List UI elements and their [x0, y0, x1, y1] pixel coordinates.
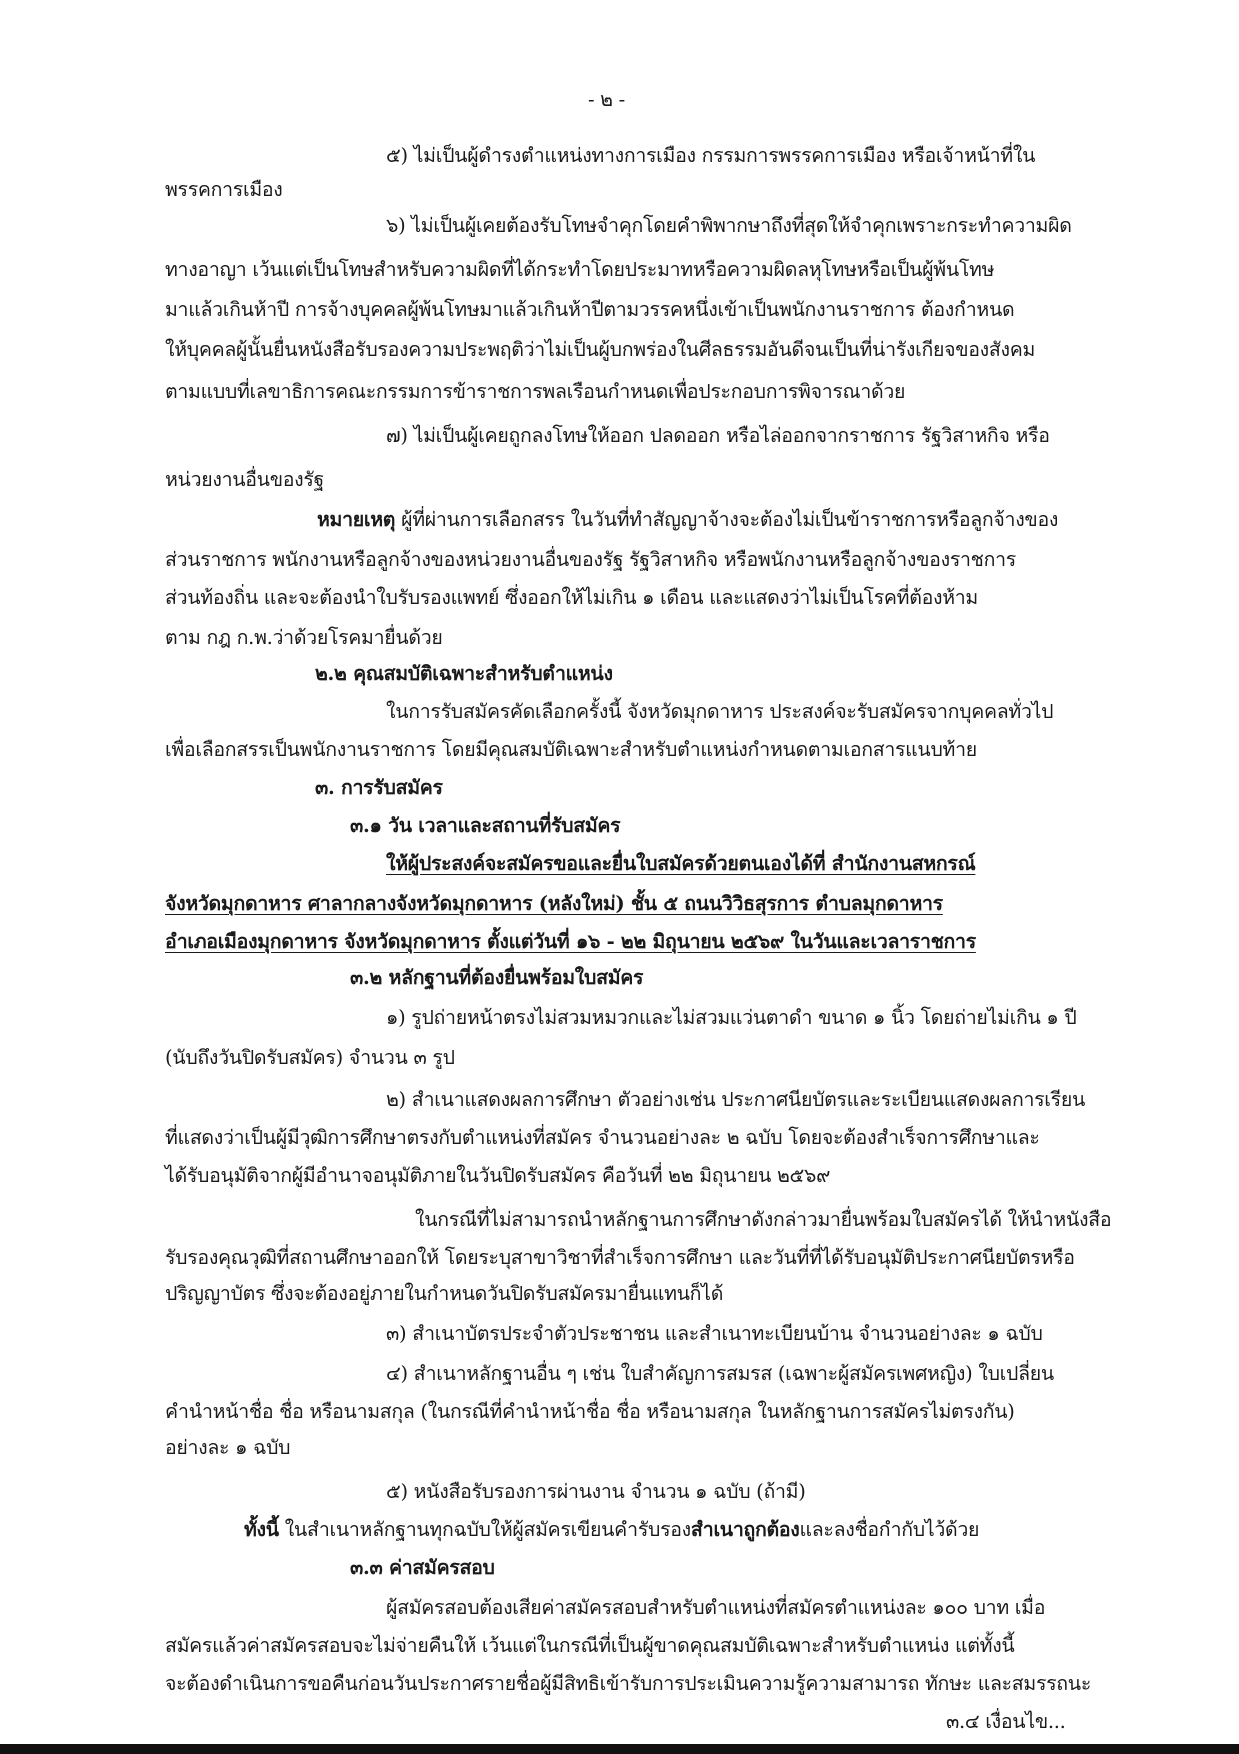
text-line: ในการรับสมัครคัดเลือกครั้งนี้ จังหวัดมุกดาหาร ประสงค์จะรับสมัครจากบุคคลทั่วไป	[386, 700, 1054, 723]
note-text: ผู้ที่ผ่านการเลือกสรร ในวันที่ทำสัญญาจ้างจะต้องไม่เป็นข้าราชการหรือลูกจ้างของ	[395, 508, 1059, 531]
text-line: จะต้องดำเนินการขอคืนก่อนวันประกาศรายชื่อผู้มีสิทธิเข้ารับการประเมินความรู้ความสามารถ ทักษะ และสมรรถนะ	[165, 1672, 1091, 1695]
section-heading: ๓.๓ ค่าสมัครสอบ	[350, 1556, 495, 1579]
text-line: มาแล้วเกินห้าปี การจ้างบุคคลผู้พ้นโทษมาแล้วเกินห้าปีตามวรรคหนึ่งเข้าเป็นพนักงานราชการ ต้องกำหนด	[165, 298, 1015, 321]
text-line: ๓) สำเนาบัตรประจำตัวประชาชน และสำเนาทะเบียนบ้าน จำนวนอย่างละ ๑ ฉบับ	[386, 1322, 1043, 1345]
application-location-line: ให้ผู้ประสงค์จะสมัครขอและยื่นใบสมัครด้วยตนเองได้ที่ สำนักงานสหกรณ์	[386, 852, 976, 875]
text-line: ๕) หนังสือรับรองการผ่านงาน จำนวน ๑ ฉบับ (ถ้ามี)	[386, 1480, 806, 1503]
certification-text: ในสำเนาหลักฐานทุกฉบับให้ผู้สมัครเขียนคำรับรอง	[278, 1518, 691, 1541]
text-line: ปริญญาบัตร ซึ่งจะต้องอยู่ภายในกำหนดวันปิดรับสมัครมายื่นแทนก็ได้	[165, 1282, 724, 1305]
certification-emphasis: สำเนาถูกต้อง	[690, 1518, 800, 1541]
text-line: ทางอาญา เว้นแต่เป็นโทษสำหรับความผิดที่ได้กระทำโดยประมาทหรือความผิดลหุโทษหรือเป็นผู้พ้นโทษ	[165, 258, 995, 281]
text-line: ๖) ไม่เป็นผู้เคยต้องรับโทษจำคุกโดยคำพิพากษาถึงที่สุดให้จำคุกเพราะกระทำความผิด	[386, 214, 1072, 237]
certification-text-end: และลงชื่อกำกับไว้ด้วย	[799, 1518, 980, 1541]
text-line: ผู้สมัครสอบต้องเสียค่าสมัครสอบสำหรับตำแหน่งที่สมัครตำแหน่งละ ๑๐๐ บาท เมื่อ	[386, 1596, 1046, 1619]
certification-label: ทั้งนี้	[244, 1518, 279, 1541]
text-line: สมัครแล้วค่าสมัครสอบจะไม่จ่ายคืนให้ เว้นแต่ในกรณีที่เป็นผู้ขาดคุณสมบัติเฉพาะสำหรับตำแหน่ง แต่ทั้งนี้	[165, 1634, 1015, 1657]
text-line: ที่แสดงว่าเป็นผู้มีวุฒิการศึกษาตรงกับตำแหน่งที่สมัคร จำนวนอย่างละ ๒ ฉบับ โดยจะต้องสำเร็จการศึกษาและ	[165, 1126, 1040, 1149]
text-line: ให้บุคคลผู้นั้นยื่นหนังสือรับรองความประพฤติว่าไม่เป็นผู้บกพร่องในศีลธรรมอันดีจนเป็นที่น่ารังเกียจของสังคม	[165, 338, 1036, 361]
text-line: หน่วยงานอื่นของรัฐ	[165, 468, 324, 491]
application-location-line: จังหวัดมุกดาหาร ศาลากลางจังหวัดมุกดาหาร (หลังใหม่) ชั้น ๕ ถนนวิวิธสุรการ ตำบลมุกดาหาร	[165, 892, 943, 915]
text-line: เพื่อเลือกสรรเป็นพนักงานราชการ โดยมีคุณสมบัติเฉพาะสำหรับตำแหน่งกำหนดตามเอกสารแนบท้าย	[165, 738, 977, 761]
text-line: ได้รับอนุมัติจากผู้มีอำนาจอนุมัติภายในวันปิดรับสมัคร คือวันที่ ๒๒ มิถุนายน ๒๕๖๙	[165, 1164, 831, 1187]
section-heading: ๓. การรับสมัคร	[315, 776, 443, 799]
text-line: ๔) สำเนาหลักฐานอื่น ๆ เช่น ใบสำคัญการสมรส (เฉพาะผู้สมัครเพศหญิง) ใบเปลี่ยน	[386, 1362, 1054, 1385]
text-line: พรรคการเมือง	[165, 178, 283, 201]
note-label: หมายเหตุ	[317, 508, 396, 531]
section-heading: ๓.๑ วัน เวลาและสถานที่รับสมัคร	[350, 814, 621, 837]
continuation-marker: ๓.๔ เงื่อนไข...	[946, 1710, 1066, 1733]
text-line: (นับถึงวันปิดรับสมัคร) จำนวน ๓ รูป	[165, 1046, 455, 1069]
page-number: - ๒ -	[588, 88, 625, 111]
scan-bottom-edge	[0, 1744, 1239, 1754]
text-line: ตามแบบที่เลขาธิการคณะกรรมการข้าราชการพลเรือนกำหนดเพื่อประกอบการพิจารณาด้วย	[165, 380, 906, 403]
text-line: ตาม กฎ ก.พ.ว่าด้วยโรคมายื่นด้วย	[165, 626, 443, 649]
application-location-line: อำเภอเมืองมุกดาหาร จังหวัดมุกดาหาร ตั้งแต่วันที่ ๑๖ - ๒๒ มิถุนายน ๒๕๖๙ ในวันและเวลาราชการ	[165, 930, 976, 953]
text-line: อย่างละ ๑ ฉบับ	[165, 1436, 291, 1459]
text-line: ๑) รูปถ่ายหน้าตรงไม่สวมหมวกและไม่สวมแว่นตาดำ ขนาด ๑ นิ้ว โดยถ่ายไม่เกิน ๑ ปี	[386, 1006, 1077, 1029]
text-line: ส่วนท้องถิ่น และจะต้องนำใบรับรองแพทย์ ซึ่งออกให้ไม่เกิน ๑ เดือน และแสดงว่าไม่เป็นโรคที่ต้องห้าม	[165, 586, 978, 609]
text-line: รับรองคุณวุฒิที่สถานศึกษาออกให้ โดยระบุสาขาวิชาที่สำเร็จการศึกษา และวันที่ที่ได้รับอนุมัติประกาศนียบัตรหรือ	[165, 1246, 1075, 1269]
section-heading: ๓.๒ หลักฐานที่ต้องยื่นพร้อมใบสมัคร	[350, 966, 644, 989]
text-line: คำนำหน้าชื่อ ชื่อ หรือนามสกุล (ในกรณีที่คำนำหน้าชื่อ ชื่อ หรือนามสกุล ในหลักฐานการสมัครไม่ตรงกัน)	[165, 1400, 1015, 1423]
text-line: ส่วนราชการ พนักงานหรือลูกจ้างของหน่วยงานอื่นของรัฐ รัฐวิสาหกิจ หรือพนักงานหรือลูกจ้างของราชการ	[165, 548, 1016, 571]
text-line: ๗) ไม่เป็นผู้เคยถูกลงโทษให้ออก ปลดออก หรือไล่ออกจากราชการ รัฐวิสาหกิจ หรือ	[386, 424, 1050, 447]
text-line: ๒) สำเนาแสดงผลการศึกษา ตัวอย่างเช่น ประกาศนียบัตรและระเบียนแสดงผลการเรียน	[386, 1088, 1085, 1111]
text-line: ๕) ไม่เป็นผู้ดำรงตำแหน่งทางการเมือง กรรมการพรรคการเมือง หรือเจ้าหน้าที่ใน	[386, 144, 1036, 167]
note-line	[317, 506, 1058, 534]
text-line: ในกรณีที่ไม่สามารถนำหลักฐานการศึกษาดังกล่าวมายื่นพร้อมใบสมัครได้ ให้นำหนังสือ	[415, 1208, 1112, 1231]
certification-note	[244, 1516, 979, 1544]
section-heading: ๒.๒ คุณสมบัติเฉพาะสำหรับตำแหน่ง	[315, 662, 613, 685]
